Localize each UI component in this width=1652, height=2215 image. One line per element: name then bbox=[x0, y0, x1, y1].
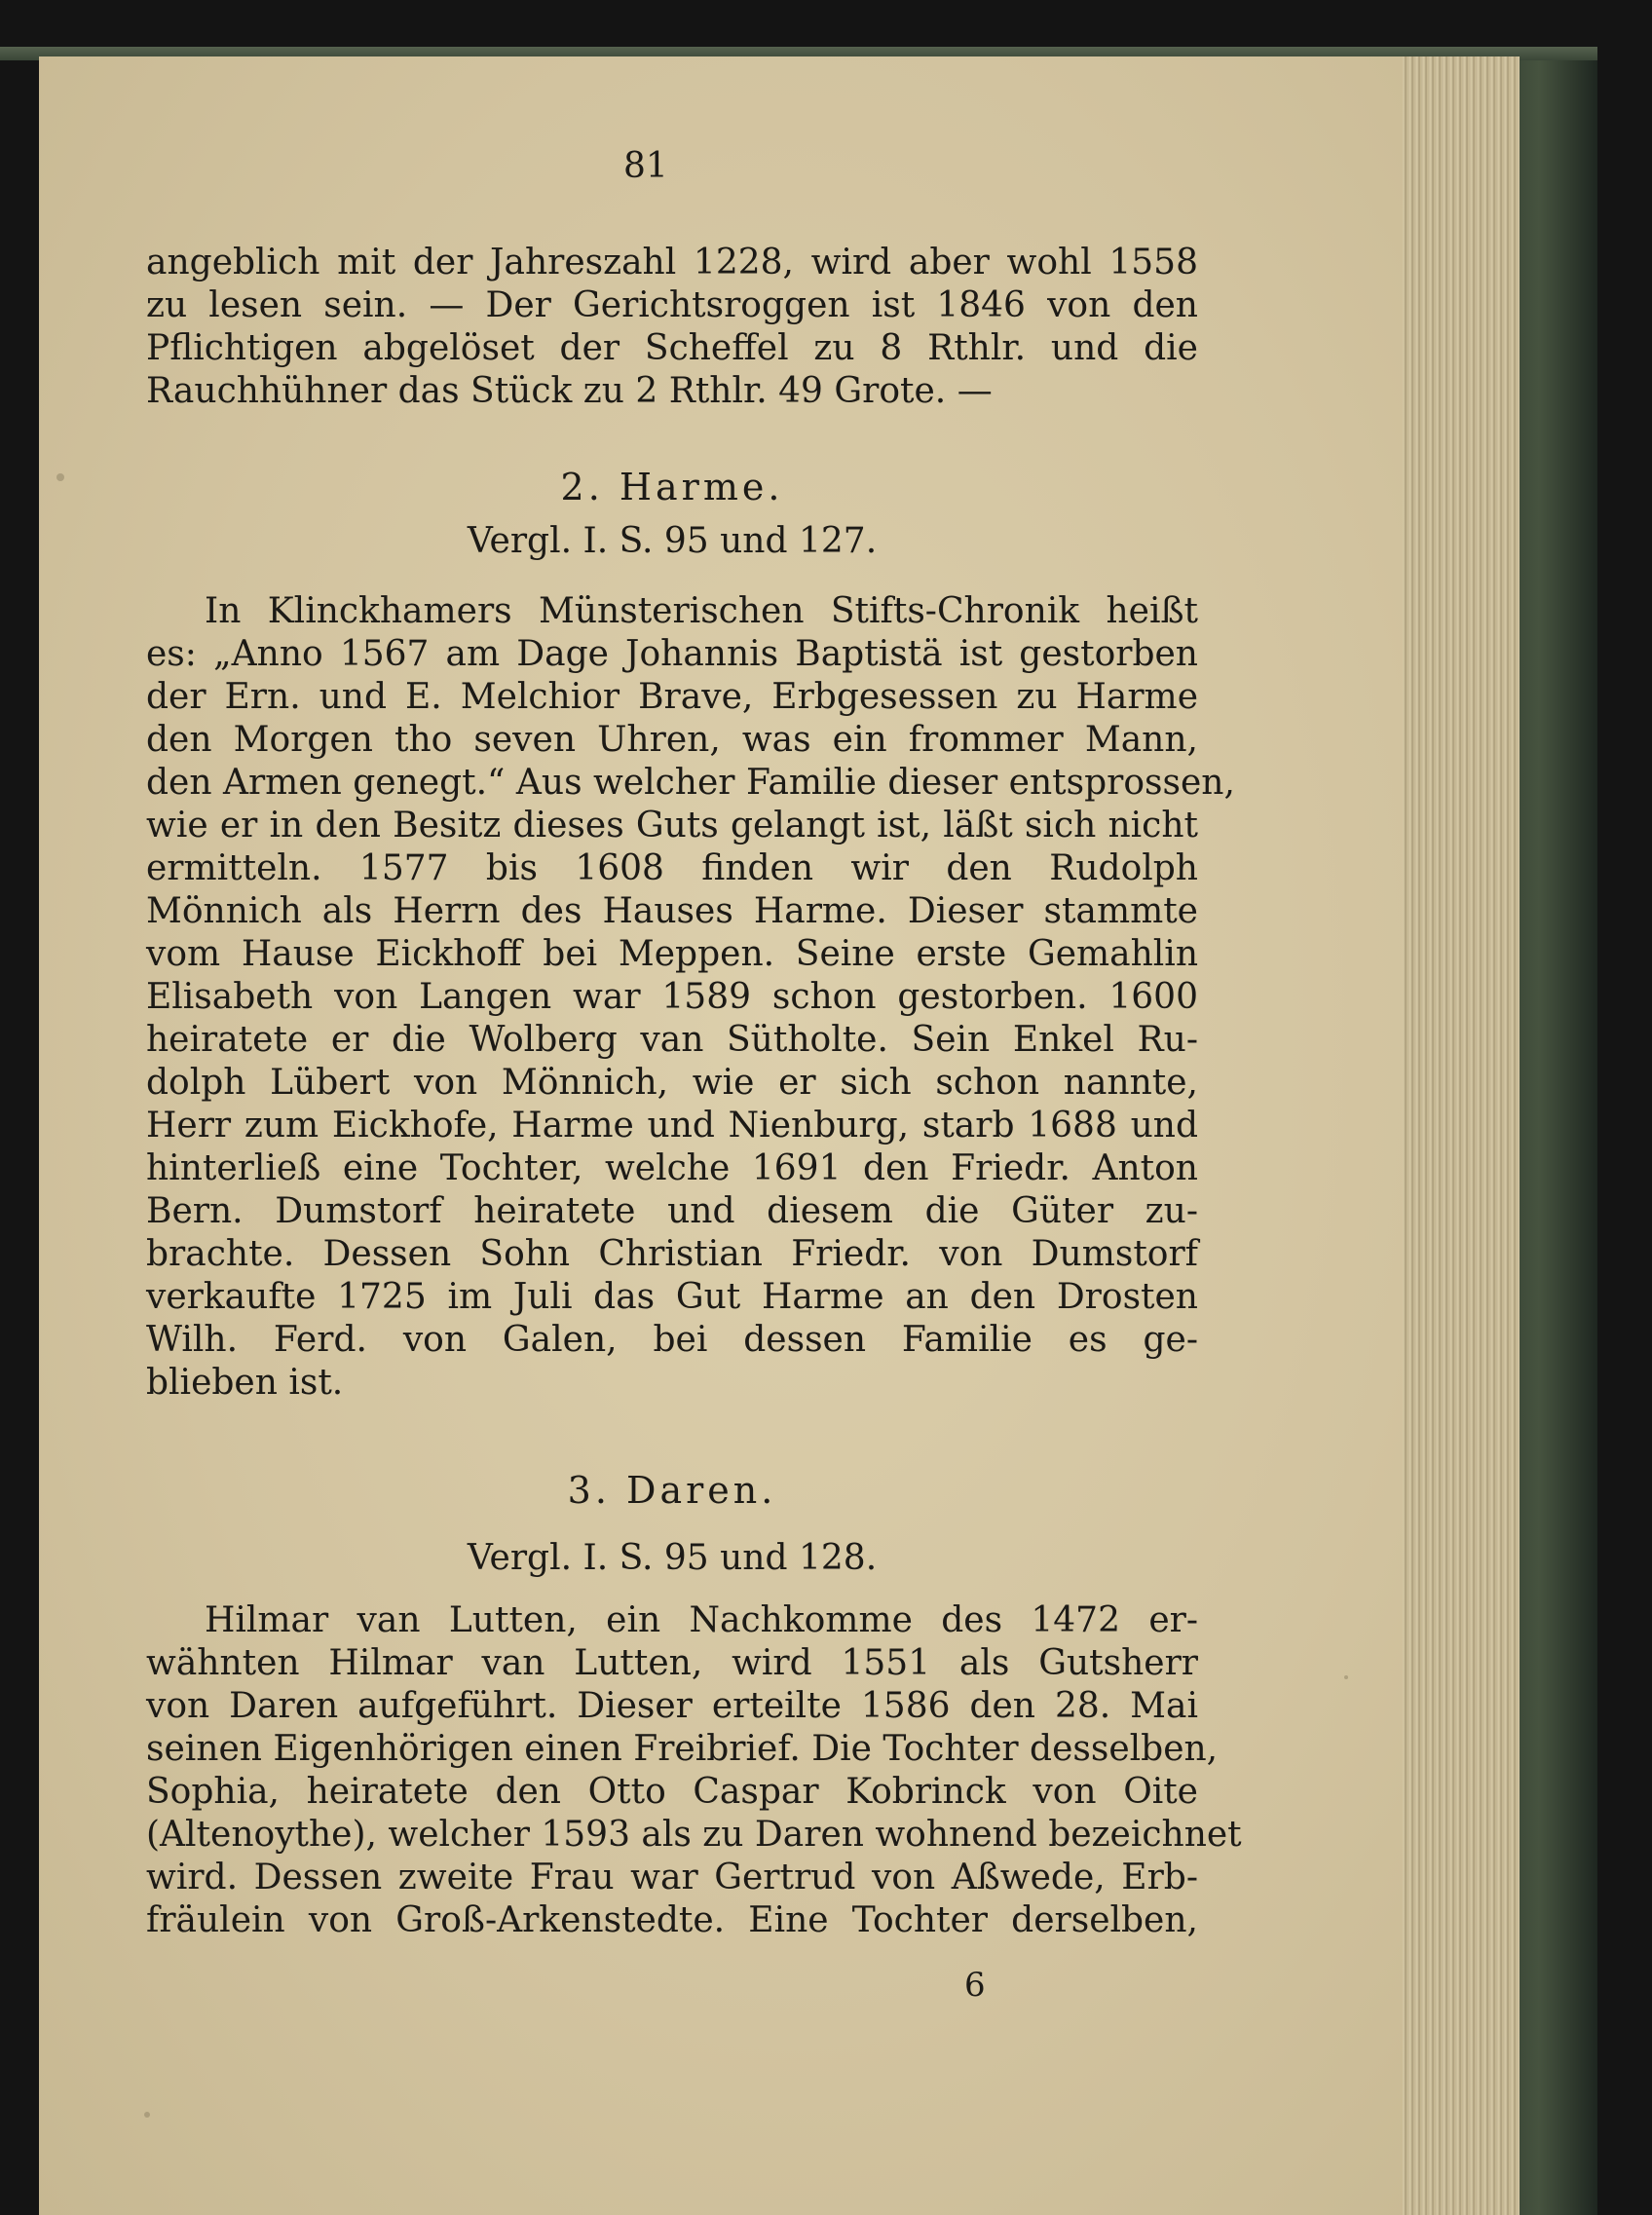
section-reference-daren: Vergl. I. S. 95 und 128. bbox=[467, 1538, 878, 1578]
text-line: Herr zum Eickhofe, Harme und Nienburg, starb 1688 und bbox=[146, 1106, 1198, 1145]
text-line: verkaufte 1725 im Juli das Gut Harme an den Drosten bbox=[146, 1277, 1198, 1317]
text-line: zu lesen sein. — Der Gerichtsroggen ist 1846 von den bbox=[146, 285, 1198, 325]
section-reference-harme: Vergl. I. S. 95 und 127. bbox=[467, 521, 878, 561]
text-line: wird. Dessen zweite Frau war Gertrud von Aßwede, Erb- bbox=[146, 1858, 1198, 1897]
text-line: blieben ist. bbox=[146, 1363, 344, 1403]
text-line: den Morgen tho seven Uhren, was ein frommer Mann, bbox=[146, 720, 1198, 760]
text-line: von Daren aufgeführt. Dieser erteilte 1586 den 28. Mai bbox=[146, 1686, 1198, 1726]
text-line: ermitteln. 1577 bis 1608 finden wir den Rudolph bbox=[146, 848, 1198, 888]
text-line: (Altenoythe), welcher 1593 als zu Daren wohnend bezeichnet bbox=[146, 1815, 1242, 1855]
paper-speck bbox=[56, 473, 64, 481]
section-heading-daren: 3. Daren. bbox=[567, 1469, 777, 1512]
text-line: der Ern. und E. Melchior Brave, Erbgesessen zu Harme bbox=[146, 677, 1198, 717]
text-line: Mönnich als Herrn des Hauses Harme. Dieser stammte bbox=[146, 891, 1198, 931]
text-line: Wilh. Ferd. von Galen, bei dessen Familie es ge- bbox=[146, 1320, 1198, 1360]
text-line: fräulein von Groß-Arkenstedte. Eine Tochter derselben, bbox=[146, 1900, 1198, 1940]
text-line: Elisabeth von Langen war 1589 schon gestorben. 1600 bbox=[146, 977, 1198, 1017]
text-line: vom Hause Eickhoff bei Meppen. Seine erste Gemahlin bbox=[146, 934, 1198, 974]
paper-speck bbox=[144, 2112, 150, 2118]
text-line: Hilmar van Lutten, ein Nachkomme des 1472 er- bbox=[205, 1600, 1198, 1640]
text-line: brachte. Dessen Sohn Christian Friedr. von Dumstorf bbox=[146, 1234, 1198, 1274]
text-line: Bern. Dumstorf heiratete und diesem die Güter zu- bbox=[146, 1191, 1198, 1231]
text-line: heiratete er die Wolberg van Sütholte. Sein Enkel Ru- bbox=[146, 1020, 1198, 1060]
paper-speck bbox=[1344, 1675, 1348, 1679]
text-line: wähnten Hilmar van Lutten, wird 1551 als Gutsherr bbox=[146, 1643, 1198, 1683]
text-line: den Armen genegt.“ Aus welcher Familie dieser entsprossen, bbox=[146, 763, 1235, 803]
text-line: seinen Eigenhörigen einen Freibrief. Die Tochter desselben, bbox=[146, 1729, 1219, 1769]
text-line: Sophia, heiratete den Otto Caspar Kobrinck von Oite bbox=[146, 1772, 1198, 1812]
text-line: Rauchhühner das Stück zu 2 Rthlr. 49 Grote. — bbox=[146, 371, 993, 411]
page-number: 81 bbox=[623, 146, 668, 186]
signature-mark: 6 bbox=[964, 1966, 986, 2005]
text-line: wie er in den Besitz dieses Guts gelangt ist, läßt sich nicht bbox=[146, 806, 1198, 845]
text-line: es: „Anno 1567 am Dage Johannis Baptistä ist gestorben bbox=[146, 634, 1198, 674]
text-line: angeblich mit der Jahreszahl 1228, wird aber wohl 1558 bbox=[146, 243, 1198, 282]
text-line: Pflichtigen abgelöset der Scheffel zu 8 Rthlr. und die bbox=[146, 328, 1198, 368]
text-line: hinterließ eine Tochter, welche 1691 den Friedr. Anton bbox=[146, 1148, 1198, 1188]
text-line: In Klinckhamers Münsterischen Stifts-Chronik heißt bbox=[205, 591, 1198, 631]
section-heading-harme: 2. Harme. bbox=[560, 466, 784, 508]
text-line: dolph Lübert von Mönnich, wie er sich schon nannte, bbox=[146, 1063, 1198, 1103]
